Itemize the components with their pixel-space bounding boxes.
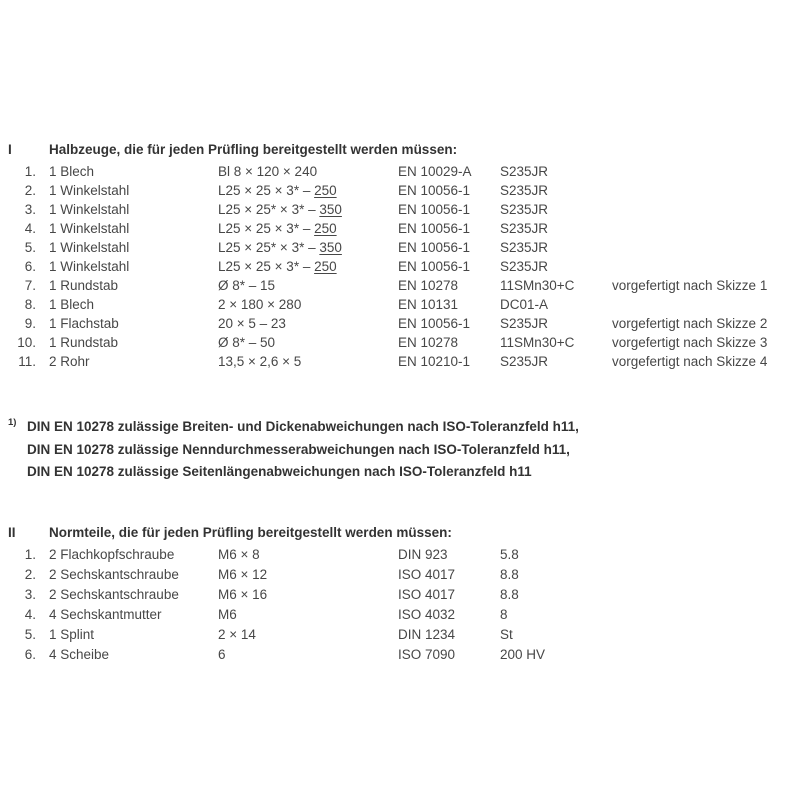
material-designation: S235JR (500, 240, 549, 255)
dimension-text: L25 × 25* × 3* – (218, 240, 320, 255)
prefab-note: vorgefertigt nach Skizze 3 (612, 335, 768, 350)
standard-designation: EN 10056-1 (398, 202, 471, 217)
item-dimensions: M6 × 16 (218, 587, 268, 602)
item-name: 4 Scheibe (49, 647, 110, 662)
item-dimensions (218, 238, 342, 257)
row-number: 5. (24, 627, 36, 642)
prefab-note: vorgefertigt nach Skizze 4 (612, 354, 768, 369)
item-name: 1 Rundstab (49, 335, 119, 350)
table-row (0, 545, 800, 565)
table-row (0, 645, 800, 665)
item-name: 1 Blech (49, 164, 95, 179)
item-dimensions: M6 × 8 (218, 547, 260, 562)
item-dimensions (218, 200, 342, 219)
table-row (0, 200, 800, 219)
item-name: 1 Winkelstahl (49, 240, 130, 255)
table-row (0, 257, 800, 276)
section-2-title: Normteile, die für jeden Prüfling bereitgestellt werden müssen: (49, 525, 452, 540)
item-dimensions (218, 219, 337, 238)
row-number: 5. (24, 240, 36, 255)
dimension-text: Ø 8* – 50 (218, 335, 276, 350)
table-row (0, 565, 800, 585)
footnote-line: DIN EN 10278 zulässige Seitenlängenabweichungen nach ISO-Toleranzfeld h11 (27, 464, 532, 479)
item-dimensions: 2 × 14 (218, 627, 256, 642)
row-number: 6. (24, 259, 36, 274)
row-number: 9. (24, 316, 36, 331)
section-2-numeral: II (8, 525, 16, 540)
row-number: 2. (24, 183, 36, 198)
item-dimensions: 6 (218, 647, 226, 662)
dimension-text: Ø 8* – 15 (218, 278, 276, 293)
item-dimensions (218, 257, 337, 276)
dimension-length-underlined: 350 (319, 202, 342, 217)
standard-designation: ISO 4032 (398, 607, 456, 622)
table-row (0, 238, 800, 257)
item-name: 1 Splint (49, 627, 95, 642)
table-row (0, 314, 800, 333)
row-number: 2. (24, 567, 36, 582)
dimension-text: Bl 8 × 120 × 240 (218, 164, 318, 179)
footnote (27, 416, 579, 484)
standard-designation: EN 10210-1 (398, 354, 471, 369)
standard-designation: EN 10056-1 (398, 183, 471, 198)
item-dimensions (218, 162, 317, 181)
section-1-numeral: I (8, 142, 12, 157)
item-dimensions (218, 352, 301, 371)
standard-designation: EN 10278 (398, 335, 459, 350)
item-name: 1 Winkelstahl (49, 259, 130, 274)
item-name: 1 Winkelstahl (49, 221, 130, 236)
row-number: 4. (24, 607, 36, 622)
item-name: 2 Flachkopfschraube (49, 547, 175, 562)
table-row (0, 219, 800, 238)
standard-designation: EN 10056-1 (398, 259, 471, 274)
row-number: 3. (24, 202, 36, 217)
dimension-length-underlined: 350 (319, 240, 342, 255)
material-designation: 11SMn30+C (500, 335, 575, 350)
standard-designation: EN 10056-1 (398, 221, 471, 236)
material-designation: S235JR (500, 316, 549, 331)
standard-designation: EN 10029-A (398, 164, 472, 179)
table-row (0, 352, 800, 371)
property-class: 200 HV (500, 647, 546, 662)
dimension-text: 13,5 × 2,6 × 5 (218, 354, 302, 369)
dimension-text: L25 × 25 × 3* – (218, 259, 315, 274)
row-number: 7. (24, 278, 36, 293)
row-number: 6. (24, 647, 36, 662)
item-name: 1 Blech (49, 297, 95, 312)
table-row (0, 585, 800, 605)
section-1-heading (8, 140, 457, 159)
item-name: 1 Winkelstahl (49, 183, 130, 198)
item-dimensions: M6 (218, 607, 237, 622)
material-designation: S235JR (500, 259, 549, 274)
table-row (0, 333, 800, 352)
row-number: 1. (24, 547, 36, 562)
prefab-note: vorgefertigt nach Skizze 2 (612, 316, 768, 331)
halbzeuge-table (0, 162, 800, 371)
row-number: 10. (17, 335, 36, 350)
standard-designation: DIN 1234 (398, 627, 456, 642)
item-dimensions (218, 295, 301, 314)
dimension-text: L25 × 25 × 3* – (218, 183, 315, 198)
item-name: 1 Winkelstahl (49, 202, 130, 217)
table-row (0, 295, 800, 314)
dimension-length-underlined: 250 (314, 183, 337, 198)
row-number: 11. (18, 354, 36, 369)
dimension-length-underlined: 250 (314, 259, 337, 274)
row-number: 4. (24, 221, 36, 236)
property-class: St (500, 627, 513, 642)
item-dimensions (218, 276, 275, 295)
material-designation: DC01-A (500, 297, 549, 312)
dimension-text: L25 × 25 × 3* – (218, 221, 315, 236)
footnote-line: DIN EN 10278 zulässige Nenndurchmesserabweichungen nach ISO-Toleranzfeld h11, (27, 441, 570, 457)
dimension-length-underlined: 250 (314, 221, 337, 236)
property-class: 8.8 (500, 567, 519, 582)
item-dimensions (218, 333, 275, 352)
standard-designation: ISO 4017 (398, 587, 456, 602)
row-number: 3. (24, 587, 36, 602)
item-name: 2 Sechskantschraube (49, 587, 179, 602)
footnote-marker: 1) (8, 417, 17, 428)
section-1-title: Halbzeuge, die für jeden Prüfling bereitgestellt werden müssen: (49, 142, 458, 157)
table-row (0, 181, 800, 200)
item-name: 2 Rohr (49, 354, 90, 369)
row-number: 1. (24, 164, 36, 179)
normteile-table (0, 545, 800, 665)
standard-designation: DIN 923 (398, 547, 448, 562)
standard-designation: EN 10056-1 (398, 240, 471, 255)
table-row (0, 276, 800, 295)
material-designation: S235JR (500, 202, 549, 217)
property-class: 8 (500, 607, 508, 622)
standard-designation: EN 10278 (398, 278, 459, 293)
item-dimensions (218, 181, 337, 200)
material-designation: S235JR (500, 183, 549, 198)
section-2-heading (8, 523, 452, 542)
material-designation: S235JR (500, 354, 549, 369)
item-name: 1 Flachstab (49, 316, 119, 331)
table-row (0, 162, 800, 181)
item-name: 2 Sechskantschraube (49, 567, 179, 582)
item-name: 4 Sechskantmutter (49, 607, 162, 622)
material-designation: 11SMn30+C (500, 278, 575, 293)
dimension-text: 2 × 180 × 280 (218, 297, 302, 312)
table-row (0, 625, 800, 645)
material-designation: S235JR (500, 221, 549, 236)
property-class: 5.8 (500, 547, 519, 562)
standard-designation: ISO 4017 (398, 567, 456, 582)
standard-designation: EN 10056-1 (398, 316, 471, 331)
material-designation: S235JR (500, 164, 549, 179)
dimension-text: L25 × 25* × 3* – (218, 202, 320, 217)
standard-designation: ISO 7090 (398, 647, 456, 662)
item-dimensions (218, 314, 286, 333)
prefab-note: vorgefertigt nach Skizze 1 (612, 278, 768, 293)
item-dimensions: M6 × 12 (218, 567, 268, 582)
property-class: 8.8 (500, 587, 519, 602)
dimension-text: 20 × 5 – 23 (218, 316, 286, 331)
table-row (0, 605, 800, 625)
item-name: 1 Rundstab (49, 278, 119, 293)
row-number: 8. (24, 297, 36, 312)
standard-designation: EN 10131 (398, 297, 459, 312)
footnote-line: DIN EN 10278 zulässige Breiten- und Dickenabweichungen nach ISO-Toleranzfeld h11, (27, 419, 579, 434)
